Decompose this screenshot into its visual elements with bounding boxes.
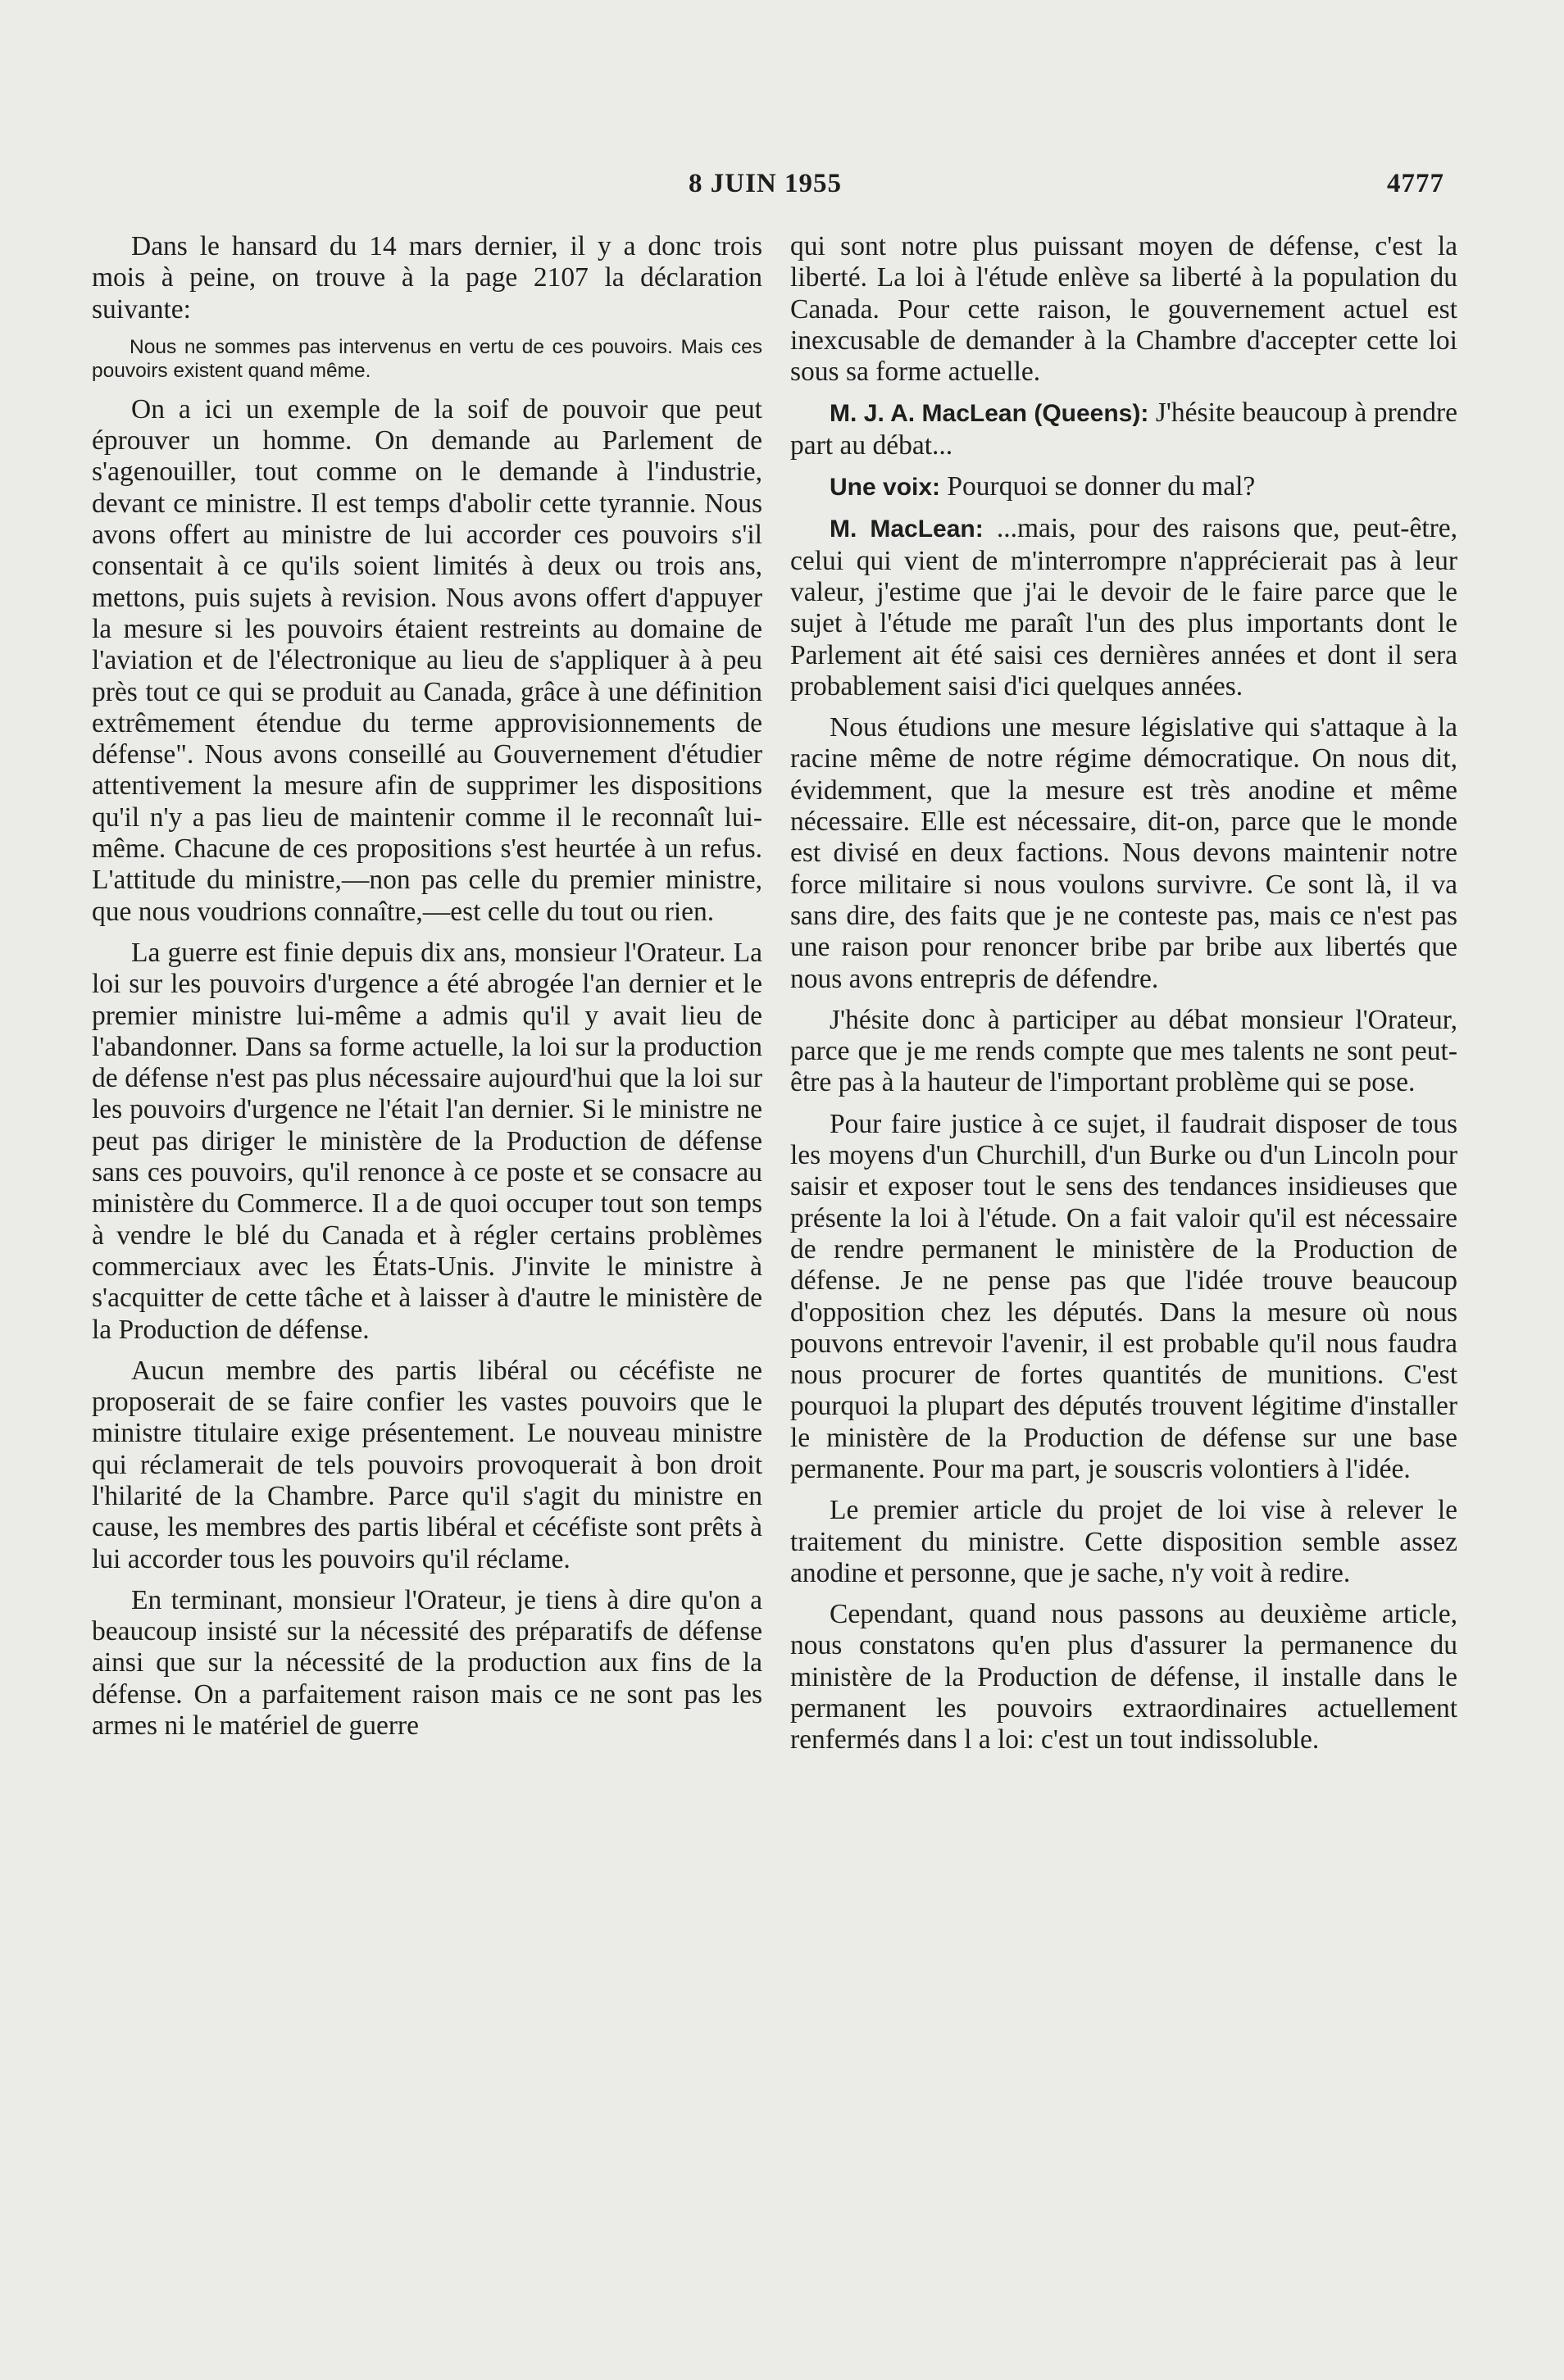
paragraph: Pour faire justice à ce sujet, il faudrait disposer de tous les moyens d'un Churchill, d'un Burke ou d'un Lincoln pour saisir et exposer tout le sens des tendances insidieuses que présente la loi à l'étude. On a fait valoir qu'il est nécessaire de rendre permanent le ministère de la Production de défense. Je ne pense pas que l'idée trouve beaucoup d'opposition chez les députés. Dans la mesure où nous pouvons entrevoir l'avenir, il est probable qu'il nous faudra nous procurer de fortes quantités de munitions. C'est pourquoi la plupart des députés trouvent légitime d'installer le ministère de la Production de défense sur une base permanente. Pour ma part, je souscris volontiers à l'idée. <box>790 1108 1457 1484</box>
speech-text: J'hésite beaucoup à prendre part au débat... <box>790 397 1457 461</box>
block-quote: Nous ne sommes pas intervenus en vertu de ces pouvoirs. Mais ces pouvoirs existent quand même. <box>92 335 762 382</box>
speech-text: ...mais, pour des raisons que, peut-être, celui qui vient de m'interrompre n'apprécierait pas à leur valeur, j'estime que j'ai le devoir de le faire parce que le sujet à l'étude me paraît l'un des plus importants dont le Parlement ait été saisi ces dernières années et dont il sera probablement saisi d'ici quelques années. <box>790 513 1458 702</box>
speech-paragraph <box>790 397 1457 461</box>
paragraph: Nous étudions une mesure législative qui s'attaque à la racine même de notre régime démocratique. On nous dit, évidemment, que la mesure est très anodine et même nécessaire. Elle est nécessaire, dit-on, parce que le monde est divisé en deux factions. Nous devons maintenir notre force militaire si nous voulons survivre. Ce sont là, il va sans dire, des faits que je ne conteste pas, mais ce n'est pas une raison pour renoncer bribe par bribe aux libertés que nous avons entrepris de défendre. <box>790 712 1457 994</box>
paragraph: On a ici un exemple de la soif de pouvoir que peut éprouver un homme. On demande au Parlement de s'agenouiller, tout comme on le demande à l'industrie, devant ce ministre. Il est temps d'abolir cette tyrannie. Nous avons offert au ministre de lui accorder ces pouvoirs s'il consentait à ce qu'ils soient limités à deux ou trois ans, mettons, puis sujets à revision. Nous avons offert d'appuyer la mesure si les pouvoirs étaient restreints au domaine de l'aviation et de l'électronique au lieu de s'appliquer à à peu près tout ce qui se produit au Canada, grâce à une définition extrêmement étendue du terme approvisionnements de défense". Nous avons conseillé au Gouvernement d'étudier attentivement la mesure afin de supprimer les dispositions qu'il n'y a pas lieu de maintenir comme il le reconnaît lui-même. Chacune de ces propositions s'est heurtée à un refus. L'attitude du ministre,—non pas celle du premier ministre, que nous voudrions connaître,—est celle du tout ou rien. <box>92 393 762 927</box>
speaker-name: M. MacLean: <box>830 516 984 543</box>
speaker-name: Une voix: <box>830 474 941 502</box>
speech-paragraph <box>790 471 1457 503</box>
speech-paragraph <box>790 513 1457 702</box>
paragraph: Dans le hansard du 14 mars dernier, il y a donc trois mois à peine, on trouve à la page 2107 la déclaration suivante: <box>92 231 762 325</box>
page-header <box>0 169 1564 210</box>
speech-text: Pourquoi se donner du mal? <box>947 471 1256 502</box>
page-date: 8 JUIN 1955 <box>689 169 843 198</box>
paragraph: En terminant, monsieur l'Orateur, je tiens à dire qu'on a beaucoup insisté sur la nécessité des préparatifs de défense ainsi que sur la nécessité de la production aux fins de la défense. On a parfaitement raison mais ce ne sont pas les armes ni le matériel de guerre <box>92 1584 762 1742</box>
paragraph: La guerre est finie depuis dix ans, monsieur l'Orateur. La loi sur les pouvoirs d'urgence a été abrogée l'an dernier et le premier ministre lui-même a admis qu'il y avait lieu de l'abandonner. Dans sa forme actuelle, la loi sur la production de défense n'est pas plus nécessaire aujourd'hui que la loi sur les pouvoirs d'urgence ne l'était l'an dernier. Si le ministre ne peut pas diriger le ministère de la Production de défense sans ces pouvoirs, qu'il renonce à ce poste et se consacre au ministère du Commerce. Il a de quoi occuper tout son temps à vendre le blé du Canada et à régler certains problèmes commerciaux avec les États-Unis. J'invite le ministre à s'acquitter de cette tâche et à laisser à d'autre le ministère de la Production de défense. <box>92 937 762 1345</box>
paragraph: Aucun membre des partis libéral ou cécéfiste ne proposerait de se faire confier les vastes pouvoirs que le ministre titulaire exige présentement. Le nouveau ministre qui réclamerait de tels pouvoirs provoquerait à bon droit l'hilarité de la Chambre. Parce qu'il s'agit du ministre en cause, les membres des partis libéral et cécéfiste sont prêts à lui accorder tous les pouvoirs qu'il réclame. <box>92 1355 762 1574</box>
paragraph: qui sont notre plus puissant moyen de défense, c'est la liberté. La loi à l'étude enlève sa liberté à la population du Canada. Pour cette raison, le gouvernement actuel est inexcusable de demander à la Chambre d'accepter cette loi sous sa forme actuelle. <box>790 231 1457 388</box>
right-column <box>790 231 1457 1766</box>
speaker-name: M. J. A. MacLean (Queens): <box>830 400 1149 428</box>
paragraph: J'hésite donc à participer au débat monsieur l'Orateur, parce que je me rends compte que mes talents ne sont peut-être pas à la hauteur de l'important problème qui se pose. <box>790 1004 1457 1098</box>
paragraph: Cependant, quand nous passons au deuxième article, nous constatons qu'en plus d'assurer la permanence du ministère de la Production de défense, il installe dans le permanent les pouvoirs extraordinaires actuellement renfermés dans l a loi: c'est un tout indissoluble. <box>790 1599 1457 1755</box>
left-column <box>92 231 762 1751</box>
page-number: 4777 <box>1387 169 1444 198</box>
paragraph: Le premier article du projet de loi vise à relever le traitement du ministre. Cette disposition semble assez anodine et personne, que je sache, n'y voit à redire. <box>790 1495 1457 1588</box>
